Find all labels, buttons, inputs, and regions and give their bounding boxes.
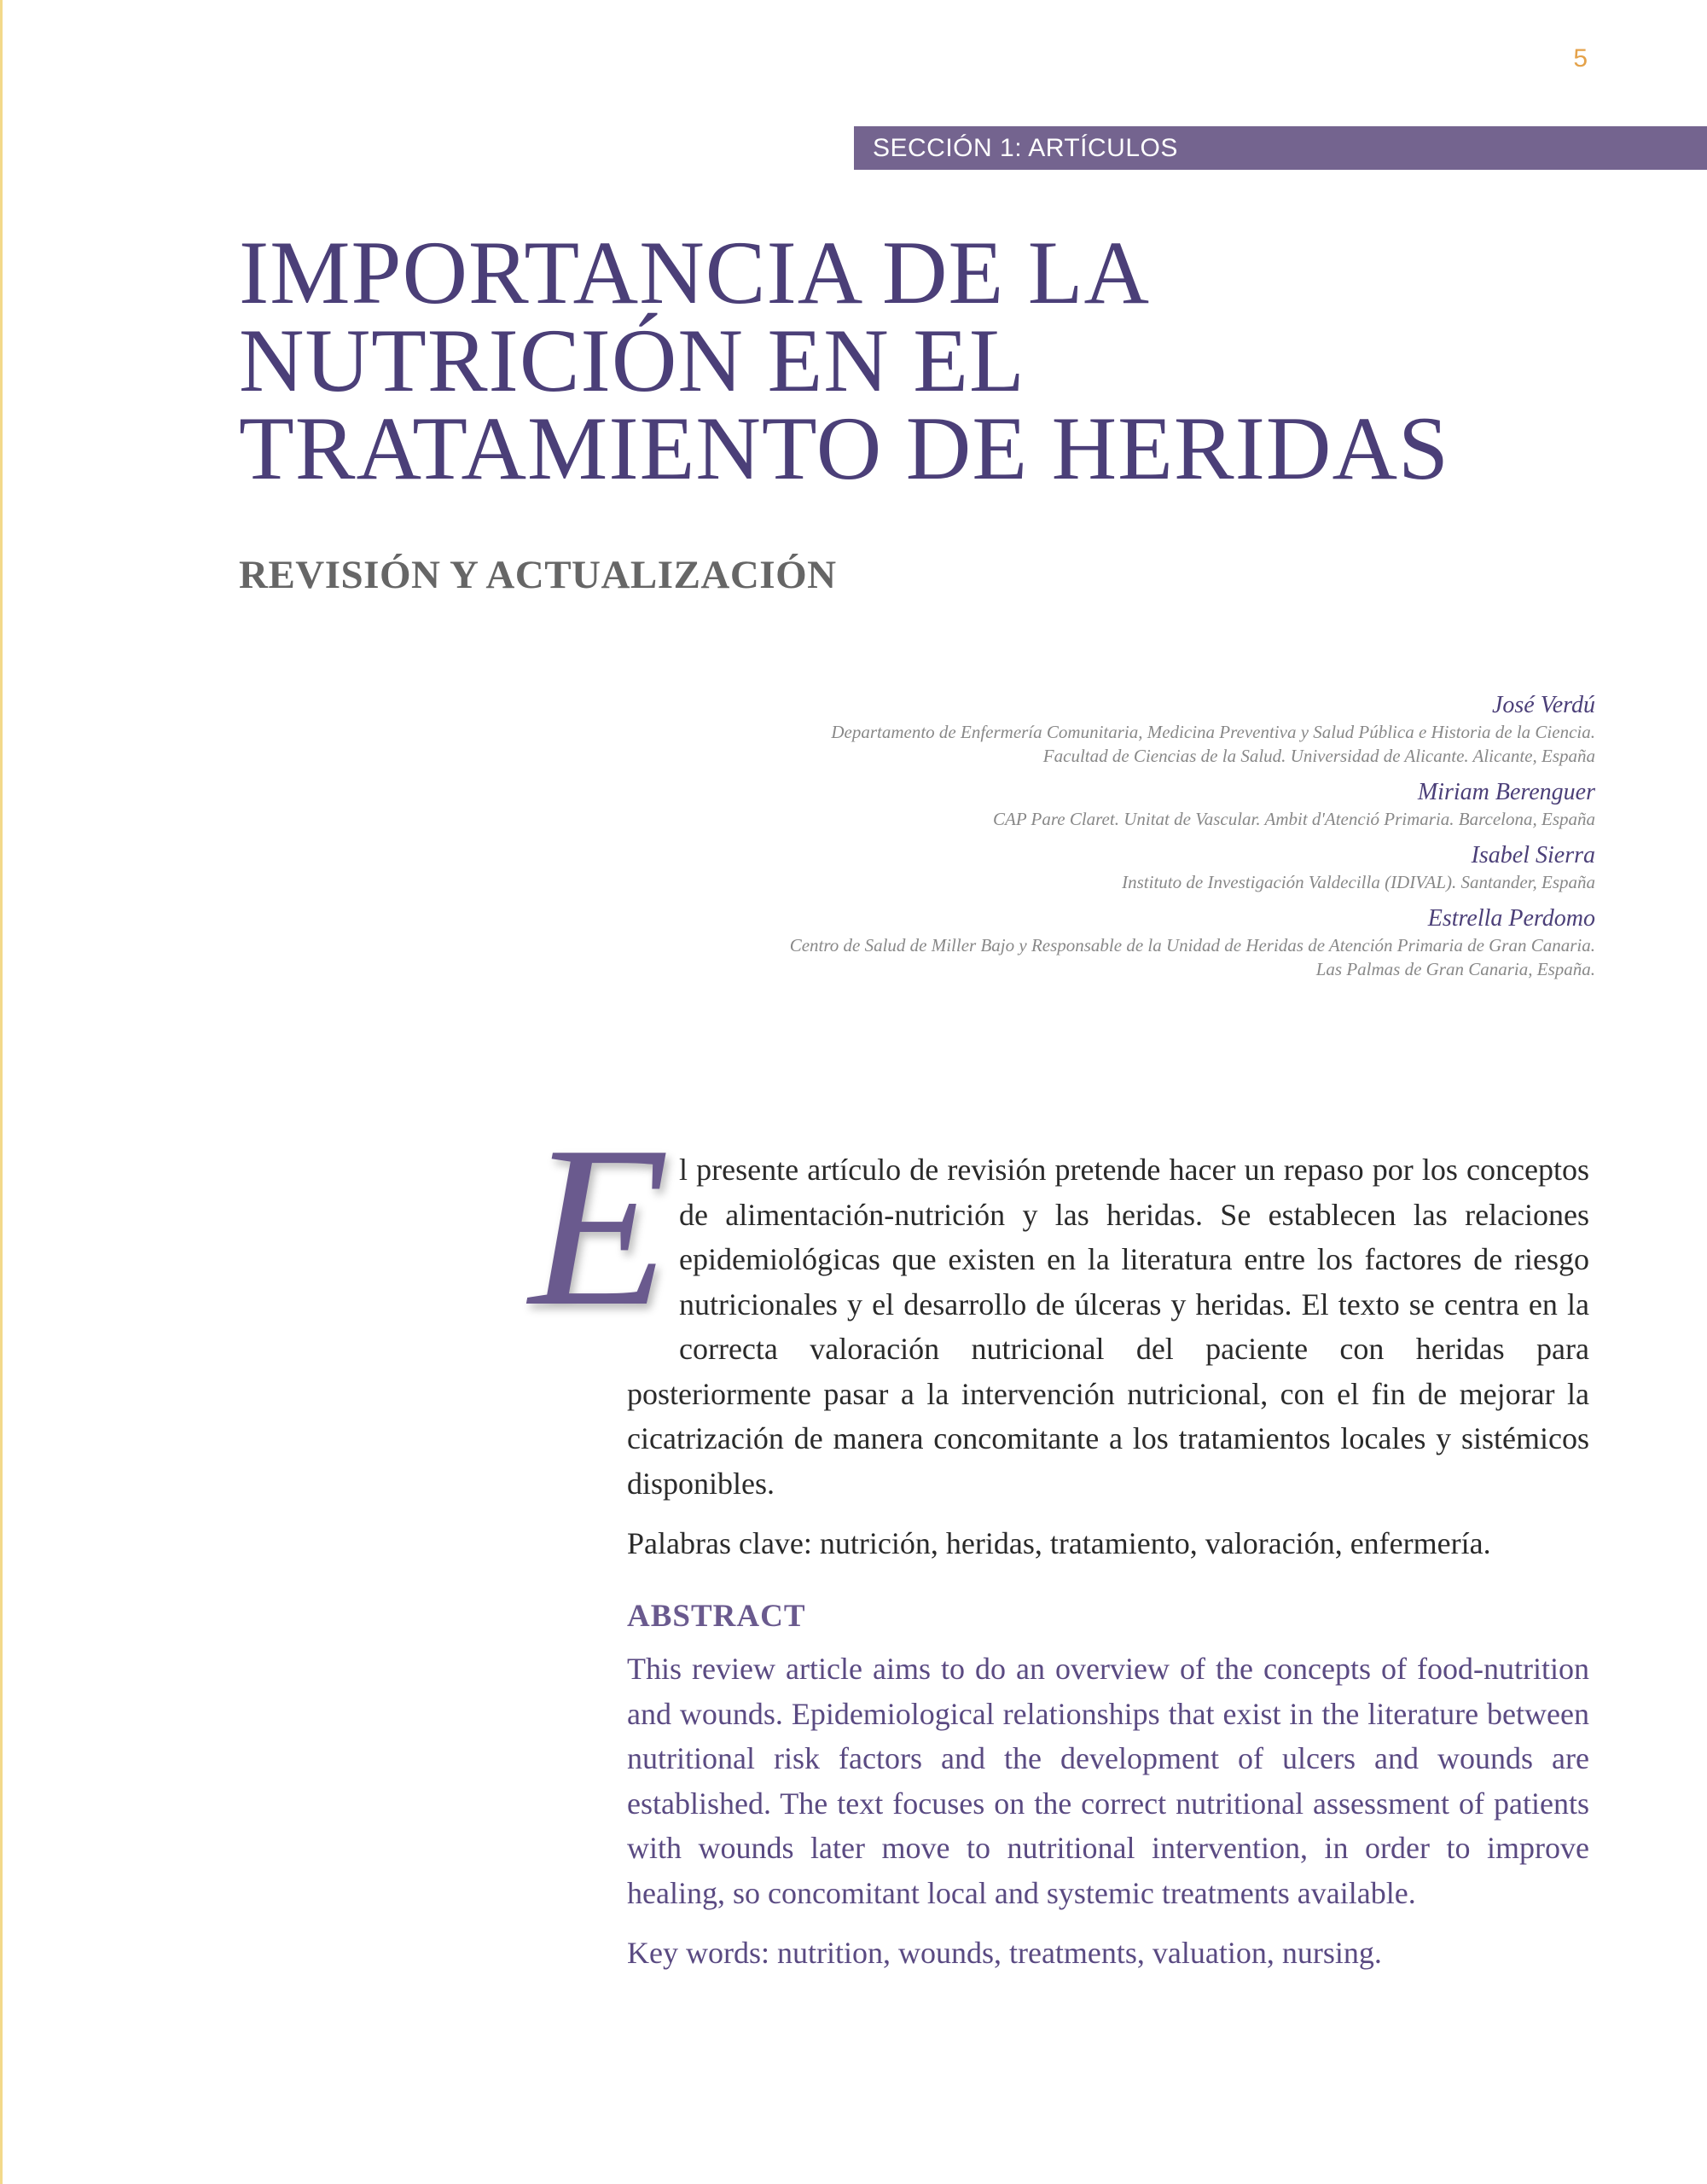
- author-name: Miriam Berenguer: [1417, 779, 1595, 805]
- author-affiliation: Departamento de Enfermería Comunitaria, Medicina Preventiva y Salud Pública e Historia de la Ciencia.: [831, 722, 1595, 742]
- abstract-section: [529, 1079, 1589, 1975]
- author-affiliation: Instituto de Investigación Valdecilla (IDIVAL). Santander, España: [1122, 872, 1595, 892]
- author-name: Estrella Perdomo: [1427, 905, 1595, 932]
- abstract-spanish-text: l presente artículo de revisión pretende hacer un repaso por los conceptos de alimentación-nutrición y las heridas. Se establecen las relaciones epidemiológicas que existen en la literatura entre los factores de riesgo nutricionales y el desarrollo de úlceras y heridas. El texto se centra en la correcta valoración nutricional del paciente con heridas para posteriormente pasar a la intervención nutricional, con el fin de mejorar la cicatrización de manera concomitante a los tratamientos locales y sistémicos disponibles.: [627, 1153, 1589, 1501]
- abstract-english: This review article aims to do an overview of the concepts of food-nutrition and wounds. Epidemiological relationships that exist in the literature between nutritional risk factors and the development of ulcers and wounds are established. The text focuses on the correct nutritional assessment of patients with wounds later move to nutritional intervention, in order to improve healing, so concomitant local and systemic treatments available.: [627, 1652, 1589, 1910]
- page-number: 5: [1573, 44, 1588, 73]
- author-entry: [597, 841, 1595, 894]
- title-line: IMPORTANCIA DE LA: [239, 223, 1151, 322]
- author-entry: [597, 778, 1595, 831]
- author-name: José Verdú: [1491, 692, 1595, 718]
- title-line: TRATAMIENTO DE HERIDAS: [239, 398, 1449, 498]
- abstract-spanish: [529, 1099, 1589, 1506]
- author-affiliation: Centro de Salud de Miller Bajo y Responsable de la Unidad de Heridas de Atención Primaria de Gran Canaria.: [789, 935, 1595, 956]
- section-banner: SECCIÓN 1: ARTÍCULOS: [854, 126, 1707, 170]
- drop-cap-letter: E: [529, 1099, 670, 1354]
- author-name: Isabel Sierra: [1471, 842, 1595, 868]
- keywords-spanish: Palabras clave: nutrición, heridas, tratamiento, valoración, enfermería.: [627, 1526, 1491, 1560]
- page-edge-line: [0, 0, 3, 2184]
- author-entry: [597, 691, 1595, 768]
- author-affiliation: Las Palmas de Gran Canaria, España.: [1315, 959, 1595, 979]
- keywords-english: Key words: nutrition, wounds, treatments, valuation, nursing.: [627, 1936, 1382, 1970]
- author-affiliation: Facultad de Ciencias de la Salud. Universidad de Alicante. Alicante, España: [1042, 746, 1595, 766]
- author-affiliation: CAP Pare Claret. Unitat de Vascular. Ambit d'Atenció Primaria. Barcelona, España: [993, 809, 1595, 829]
- article-title: [239, 223, 1638, 498]
- abstract-heading: ABSTRACT: [627, 1599, 806, 1634]
- author-list: [597, 691, 1595, 991]
- author-entry: [597, 904, 1595, 981]
- article-subtitle: REVISIÓN Y ACTUALIZACIÓN: [239, 553, 837, 597]
- title-line: NUTRICIÓN EN EL: [239, 311, 1025, 410]
